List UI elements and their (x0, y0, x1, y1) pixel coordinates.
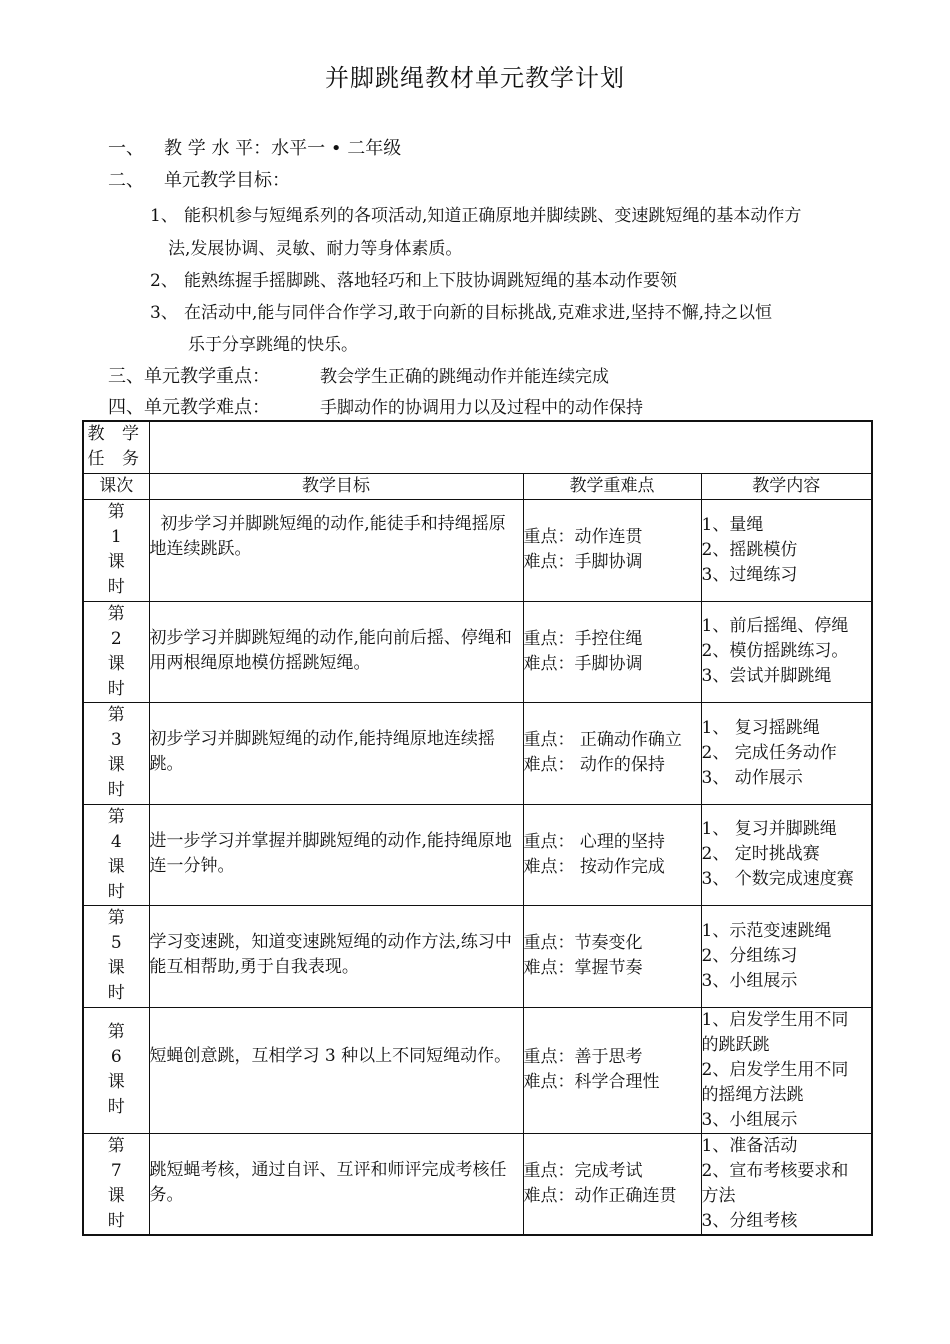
content-item: 的摇绳方法跳 (701, 1084, 804, 1105)
goal-item-3 (150, 298, 772, 323)
section-number: 二、 (108, 170, 144, 191)
lesson-char: 课 (107, 856, 125, 877)
difficult-point: 难点： 按动作完成 (523, 856, 665, 877)
goal-text: 法,发展协调、灵敏、耐力等身体素质。 (168, 239, 463, 259)
lesson-content-cell (701, 601, 872, 702)
lesson-char: 2 (110, 628, 122, 649)
goal-number: 1、 (150, 206, 178, 226)
content-item: 1、 复习摇跳绳 (701, 717, 820, 738)
content-item: 的跳跃跳 (701, 1034, 770, 1055)
lesson-char: 课 (107, 755, 125, 775)
lesson-number-cell (83, 1133, 149, 1235)
lesson-number-cell (83, 804, 149, 905)
difficult-point-label: 四、单元教学难点： (108, 397, 270, 418)
lesson-goal-cell: 初步学习并脚跳短绳的动作,能持绳原地连续摇跳。 (149, 702, 523, 804)
table-row (83, 905, 872, 1007)
difficult-point-value: 手脚动作的协调用力以及过程中的动作保持 (320, 398, 643, 418)
content-item: 3、小组展示 (701, 970, 798, 991)
task-label: 任 务 (87, 449, 145, 470)
lesson-char: 时 (107, 678, 125, 699)
lesson-content-cell (701, 1007, 872, 1133)
difficult-point: 难点：动作正确连贯 (523, 1185, 677, 1206)
lesson-number-cell (83, 601, 149, 702)
content-item: 2、 完成任务动作 (701, 742, 837, 763)
lesson-char: 第 (107, 908, 125, 928)
header-content: 教学内容 (701, 473, 872, 499)
lesson-char: 第 (107, 1022, 125, 1042)
goal-item-3-cont (188, 330, 358, 355)
lesson-number-cell (83, 905, 149, 1007)
goal-number: 3、 (150, 303, 178, 323)
lesson-number-cell (83, 702, 149, 804)
lesson-content-cell (701, 905, 872, 1007)
header-lesson: 课次 (83, 473, 149, 499)
content-item: 3、分组考核 (701, 1210, 798, 1231)
table-row (83, 702, 872, 804)
lesson-goal-cell: 短蝇创意跳，互相学习 3 种以上不同短绳动作。 (149, 1007, 523, 1133)
lesson-char: 时 (107, 780, 125, 800)
lesson-char: 第 (107, 705, 125, 725)
lesson-char: 课 (107, 653, 125, 674)
key-point-label: 三、单元教学重点： (108, 366, 270, 387)
lesson-char: 第 (107, 502, 125, 522)
key-point: 重点： 正确动作确立 (523, 730, 682, 750)
lesson-goal-cell: 初步学习并脚跳短绳的动作,能向前后摇、停绳和用两根绳原地模仿摇跳短绳。 (149, 601, 523, 702)
lesson-focus-cell (523, 905, 701, 1007)
goal-text: 乐于分享跳绳的快乐。 (188, 335, 358, 355)
key-point-line (108, 362, 609, 388)
lesson-char: 课 (107, 1185, 125, 1206)
content-item: 2、分组练习 (701, 945, 798, 966)
lesson-char: 6 (110, 1047, 122, 1067)
lesson-char: 时 (107, 881, 125, 902)
lesson-char: 第 (107, 806, 125, 827)
teaching-level-text: 教 学 水 平：水平一 • 二年级 (164, 138, 402, 159)
task-label-cell (83, 421, 149, 473)
content-item: 2、模仿摇跳练习。 (701, 641, 849, 661)
content-item: 3、过绳练习 (701, 564, 798, 585)
lesson-content-cell (701, 499, 872, 601)
lesson-char: 课 (107, 552, 125, 572)
difficult-point: 难点： 动作的保持 (523, 755, 665, 775)
header-focus: 教学重难点 (523, 473, 701, 499)
difficult-point-line (108, 393, 643, 419)
lesson-char: 时 (107, 983, 125, 1003)
content-item: 1、启发学生用不同 (701, 1009, 849, 1030)
lesson-focus-cell (523, 499, 701, 601)
lesson-char: 时 (107, 1097, 125, 1117)
content-item: 1、量绳 (701, 514, 764, 535)
lesson-focus-cell (523, 1133, 701, 1235)
lesson-char: 课 (107, 1072, 125, 1092)
lesson-focus-cell (523, 601, 701, 702)
content-item: 2、 定时挑战赛 (701, 844, 820, 864)
lesson-goal-cell: 初步学习并脚跳短绳的动作,能徒手和持绳摇原地连续跳跃。 (149, 499, 523, 601)
key-point-value: 教会学生正确的跳绳动作并能连续完成 (320, 367, 609, 387)
lesson-char: 4 (110, 831, 122, 852)
content-item: 3、尝试并脚跳绳 (701, 666, 832, 686)
goal-text: 在活动中,能与同伴合作学习,敢于向新的目标挑战,克难求进,坚持不懈,持之以恒 (184, 303, 773, 323)
table-row (83, 1133, 872, 1235)
key-point: 重点：善于思考 (523, 1047, 643, 1067)
key-point: 重点：手控住绳 (523, 628, 643, 649)
table-row (83, 1007, 872, 1133)
content-item: 3、 个数完成速度赛 (701, 869, 854, 889)
lesson-number-cell (83, 499, 149, 601)
section-number: 一、 (108, 138, 144, 159)
goal-item-2 (150, 266, 677, 291)
lesson-content-cell (701, 1133, 872, 1235)
table-row (83, 499, 872, 601)
difficult-point: 难点：手脚协调 (523, 552, 643, 572)
lesson-char: 5 (110, 933, 122, 953)
lesson-char: 第 (107, 1135, 125, 1156)
lesson-goal-cell: 学习变速跳，知道变速跳短绳的动作方法,练习中能互相帮助,勇于自我表现。 (149, 905, 523, 1007)
content-item: 3、小组展示 (701, 1109, 798, 1130)
header-row (83, 473, 872, 499)
page-title: 并脚跳绳教材单元教学计划 (325, 64, 625, 92)
content-item: 2、启发学生用不同 (701, 1059, 849, 1080)
content-item: 3、 动作展示 (701, 767, 803, 788)
content-item: 2、宣布考核要求和 (701, 1160, 849, 1181)
table-row (83, 804, 872, 905)
lesson-focus-cell (523, 804, 701, 905)
key-point: 重点：节奏变化 (523, 933, 643, 953)
goal-text: 能熟练握手摇脚跳、落地轻巧和上下肢协调跳短绳的基本动作要领 (184, 271, 677, 291)
goal-number: 2、 (150, 271, 178, 291)
header-goal: 教学目标 (149, 473, 523, 499)
lesson-char: 1 (110, 527, 122, 547)
content-item: 方法 (701, 1185, 736, 1206)
lesson-content-cell (701, 702, 872, 804)
content-item: 1、 复习并脚跳绳 (701, 819, 837, 839)
lesson-goal-cell: 进一步学习并掌握并脚跳短绳的动作,能持绳原地连一分钟。 (149, 804, 523, 905)
lesson-char: 3 (110, 730, 122, 750)
lesson-char: 7 (110, 1160, 122, 1181)
task-label: 教 学 (87, 424, 145, 445)
difficult-point: 难点：掌握节奏 (523, 958, 643, 978)
lesson-goal-cell: 跳短蝇考核，通过自评、互评和师评完成考核任务。 (149, 1133, 523, 1235)
teaching-level-line (108, 134, 401, 160)
lesson-focus-cell (523, 702, 701, 804)
task-value-cell (149, 421, 872, 473)
unit-goals-label: 单元教学目标： (164, 170, 290, 191)
content-item: 2、摇跳模仿 (701, 539, 798, 560)
lesson-char: 第 (107, 603, 125, 624)
unit-goals-heading (108, 166, 290, 192)
lesson-content-cell (701, 804, 872, 905)
goal-text: 能积机参与短绳系列的各项活动,知道正确原地并脚续跳、变速跳短绳的基本动作方 (184, 206, 802, 226)
key-point: 重点：完成考试 (523, 1160, 643, 1181)
content-item: 1、准备活动 (701, 1135, 798, 1156)
goal-item-1 (150, 201, 801, 226)
table-row (83, 601, 872, 702)
lesson-char: 时 (107, 577, 125, 597)
difficult-point: 难点：科学合理性 (523, 1072, 660, 1092)
lesson-char: 课 (107, 958, 125, 978)
task-row (83, 421, 872, 473)
key-point: 重点： 心理的坚持 (523, 831, 665, 852)
lesson-focus-cell (523, 1007, 701, 1133)
content-item: 1、示范变速跳绳 (701, 920, 832, 941)
goal-item-1-cont (168, 234, 462, 259)
key-point: 重点：动作连贯 (523, 527, 643, 547)
difficult-point: 难点：手脚协调 (523, 653, 643, 674)
lesson-plan-table (82, 420, 873, 1236)
content-item: 1、前后摇绳、停绳 (701, 616, 849, 636)
lesson-char: 时 (107, 1210, 125, 1231)
lesson-number-cell (83, 1007, 149, 1133)
